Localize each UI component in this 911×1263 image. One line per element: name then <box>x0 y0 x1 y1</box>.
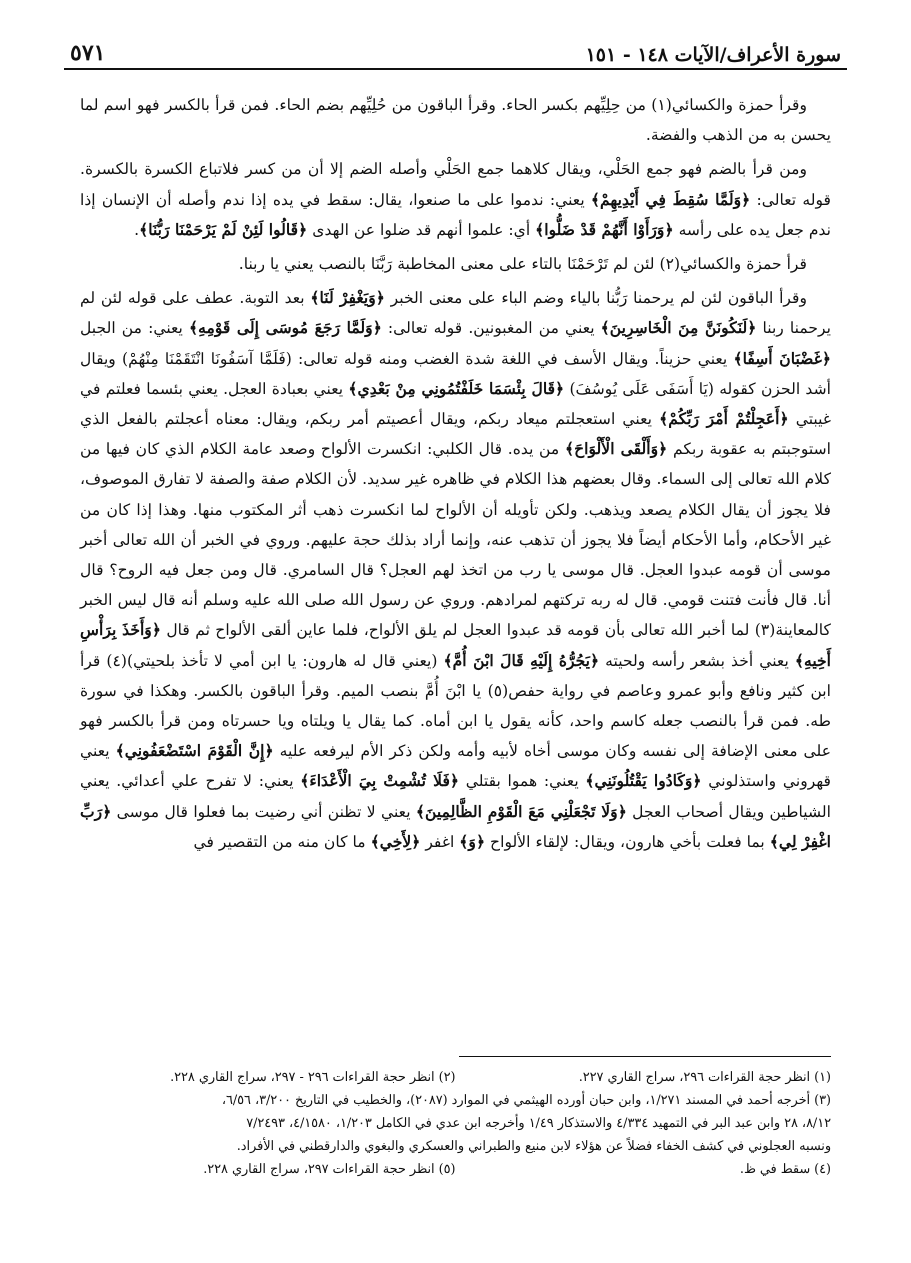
text-run: أي: علموا أنهم قد ضلوا عن الهدى <box>307 220 536 239</box>
chapter-title: سورة الأعراف/الآيات ١٤٨ - ١٥١ <box>585 44 841 66</box>
quran-verse: ﴿وَلَمَّا سُقِطَ فِي أَيْدِيهِمْ﴾ <box>590 189 751 209</box>
running-header <box>70 30 841 66</box>
quran-verse: ﴿لَنَكُونَنَّ مِنَ الْخَاسِرِينَ﴾ <box>600 318 757 338</box>
text-run: ما كان منه من التقصير في <box>193 832 371 851</box>
text-run: اغفر <box>420 832 460 851</box>
quran-verse: ﴿وَ﴾ <box>459 831 486 851</box>
footnote-3-line-2: ٨/١٢، ٢٨ وابن عبد البر في التمهيد ٤/٣٣٤ والاستذكار ١/٤٩ وأخرجه ابن عدي في الكامل ١/٢٠٣، ٤/١٥٨٠، ٧/٢٤٩٣ <box>246 1116 831 1131</box>
footnote-row <box>80 1158 831 1181</box>
paragraph: وقرأ حمزة والكسائي(١) من حِلِيِّهم بكسر الحاء. وقرأ الباقون من حُلِيِّهم بضم الحاء. فمن قرأ بالكسر فهو اسم لما يحسن به من الذهب والفضة. <box>80 96 831 145</box>
text-run: يعني من المغبونين. قوله تعالى: <box>381 319 601 338</box>
quran-verse: ﴿وَأَخَذَ بِرَأْسِ أَخِيهِ﴾ <box>80 620 832 670</box>
text-run: بما فعلت بأخي هارون، ويقال: لإلقاء الألواح <box>485 832 770 851</box>
text-run: يعني بعبادة العجل. يعني بئسما فعلتم في غيبتي <box>80 379 831 429</box>
quran-verse: ﴿وَيَغْفِرْ لَنَا﴾ <box>310 288 385 308</box>
footnote-3-line-3: ونسبه العجلوني في كشف الخفاء فضلاً عن هؤلاء لابن منيع والطبراني والعسكري والبغوي والدارقطني في الأفراد. <box>236 1139 831 1154</box>
quran-verse: ﴿وَكَادُوا يَقْتُلُونَنِي﴾ <box>585 771 702 791</box>
text-run: يعني: من الجبل <box>80 319 189 338</box>
quran-verse: ﴿وَأَلْقَى الْأَلْوَاحَ﴾ <box>564 439 668 459</box>
text-run: يعني أخذ بشعر رأسه ولحيته <box>599 651 795 670</box>
text-run: ومن قرأ بالضم فهو جمع الحَلْي، ويقال كلاهما جمع الحَلْي وأصله الضم إلا أن من كسر فلاتباع الكسرة بالكسرة. قوله تعالى: <box>80 160 831 209</box>
footnotes <box>80 1066 831 1181</box>
text-run: وقرأ الباقون لئن لم يرحمنا رَبُّنا بالياء وضم الباء على معنى الخبر <box>384 289 807 308</box>
text-run: يعني استعجلتم ميعاد ربكم، ويقال أعصيتم أمر ربكم، ويقال: معناه أعجلتم بالفعل الذي استوجبتم به عقوبة ربكم <box>80 410 832 459</box>
quran-verse: ﴿وَرَأَوْا أَنَّهُمْ قَدْ ضَلُّوا﴾ <box>535 219 674 239</box>
paragraph: قرأ حمزة والكسائي(٢) لئن لم تَرْحَمْنَا بالتاء على معنى المخاطبة رَبَّنَا بالنصب يعني يا ربنا. <box>238 255 807 274</box>
quran-verse: ﴿قَالَ بِئْسَمَا خَلَفْتُمُونِي مِنْ بَعْدِي﴾ <box>348 378 565 398</box>
quran-verse: ﴿وَلَا تَجْعَلْنِي مَعَ الْقَوْمِ الظَّالِمِينَ﴾ <box>415 801 627 821</box>
text-run: يعني حزيناً. ويقال الأسف في اللغة شدة الغضب ومنه قوله تعالى: (فَلَمَّا آسَفُونَا انْتَقَمْنَا مِنْهُمْ) ويقال أشد الحزن كقوله (يَا أَسَفَى عَلَى يُوسُفَ) <box>80 349 832 398</box>
quran-verse: ﴿فَلَا تُشْمِتْ بِيَ الْأَعْدَاءَ﴾ <box>300 771 460 791</box>
quran-verse: ﴿أَعَجِلْتُمْ أَمْرَ رَبِّكُمْ﴾ <box>659 409 789 429</box>
quran-verse: ﴿قَالُوا لَئِنْ لَمْ يَرْحَمْنَا رَبُّنَا﴾ <box>139 219 308 239</box>
quran-verse: ﴿لِأَخِي﴾ <box>370 831 421 851</box>
text-run: يعني: لا تفرح علي أعدائي. يعني الشياطين ويقال أصحاب العجل <box>80 772 831 821</box>
footnote-5: (٥) انظر حجة القراءات ٢٩٧، سراج القاري ٢٢٨. <box>203 1162 456 1177</box>
quran-verse: ﴿وَلَمَّا رَجَعَ مُوسَى إِلَى قَوْمِهِ﴾ <box>189 318 382 338</box>
text-run: من يده. قال الكلبي: انكسرت الألواح وصعد عامة الكلام الذي كان فيها من كلام الله تعالى إلى السماء. وقال بعضهم هذا الكلام في ظاهره غير سديد. لأن الكلام صفة والصفة لا تفارق الموصوف، فلا يجوز أن يقال الكلام يصعد ويذهب. ولكن تأويله أن الألواح لما انكسرت ذهب أثر المكتوب منها. وهذا إذا كان من غير الأحكام، وأما الأحكام أيضاً فلا يجوز أن تذهب عنه، وإنما أراد بذلك حجة عليهم. وروي في الخبر أن الله تعالى أخبر موسى أن قومه عبدوا العجل. قال موسى يا رب من اتخذ لهم العجل؟ قال السامري. قال ومن جعل فيه الروح؟ قال أنا. قال فأنت فتنت قومي. قال له ربه تركتهم لمرادهم. وروي عن رسول الله صلى الله عليه وسلم أنه قال ليس الخبر كالمعاينة(٣) لما أخبر الله تعالى بأن قومه قد عبدوا العجل لم يلق الألواح، فلما عاين ألقى الألواح ثم قال <box>80 440 832 640</box>
footnote-row <box>80 1066 831 1089</box>
quran-verse: ﴿يَجُرُّهُ إِلَيْهِ قَالَ ابْنَ أُمَّ﴾ <box>443 650 600 670</box>
text-run: بعد التوبة. عطف على قوله لئن لم يرحمنا ربنا <box>80 289 831 338</box>
paragraph <box>80 154 831 245</box>
text-run: . <box>134 220 140 239</box>
paragraph <box>80 283 831 857</box>
footnote-separator <box>459 1056 831 1057</box>
footnote-1: (١) انظر حجة القراءات ٢٩٦، سراج القاري ٢٢٧. <box>578 1070 831 1085</box>
quran-verse: ﴿رَبِّ اغْفِرْ لِي﴾ <box>80 801 831 851</box>
page-number: ٥٧١ <box>70 40 106 66</box>
footnote-2: (٢) انظر حجة القراءات ٢٩٦ - ٢٩٧، سراج القاري ٢٢٨. <box>170 1070 456 1085</box>
text-run: يعني: هموا بقتلي <box>459 772 586 791</box>
header-rule <box>64 68 847 70</box>
main-text <box>80 90 831 857</box>
text-run: يعني لا تظنن أني رضيت بما فعلوا قال موسى <box>111 802 416 821</box>
text-run: يعني: ندموا على ما صنعوا، يقال: سقط في يده إذا ندم وأصله أن الإنسان إذا ندم جعل يده على رأسه <box>80 190 831 239</box>
footnote-3-line-1: (٣) أخرجه أحمد في المسند ١/٢٧١، وابن حبان أورده الهيثمي في الموارد (٢٠٨٧)، والخطيب في التاريخ ٣/٢٠٠، ٦/٥٦، <box>221 1093 831 1108</box>
footnote-4: (٤) سقط في ظ. <box>739 1162 831 1177</box>
quran-verse: ﴿غَضْبَانَ أَسِفًا﴾ <box>733 348 831 368</box>
quran-verse: ﴿إِنَّ الْقَوْمَ اسْتَضْعَفُونِي﴾ <box>115 741 274 761</box>
text-run: يعني قهروني واستذلوني <box>80 742 831 791</box>
text-run: (يعني قال له هارون: يا ابن أمي لا تأخذ بلحيتي)(٤) قرأ ابن كثير ونافع وأبو عمرو وعاصم في رواية حفص(٥) يا ابْنَ أُمَّ بنصب الميم. وقرأ الباقون بالكسر. وهكذا في سورة طه. فمن قرأ بالنصب جعله كاسم واحد، كأنه يقول يا ابن أماه. كما يقال يا ويلتاه ويا حسرتاه ومن قرأ بالكسر فهو على معنى الإضافة إلى نفسه وكان موسى أخاه لأبيه وأمه ولكن ذكر الأم ليرفعه عليه <box>80 651 832 761</box>
